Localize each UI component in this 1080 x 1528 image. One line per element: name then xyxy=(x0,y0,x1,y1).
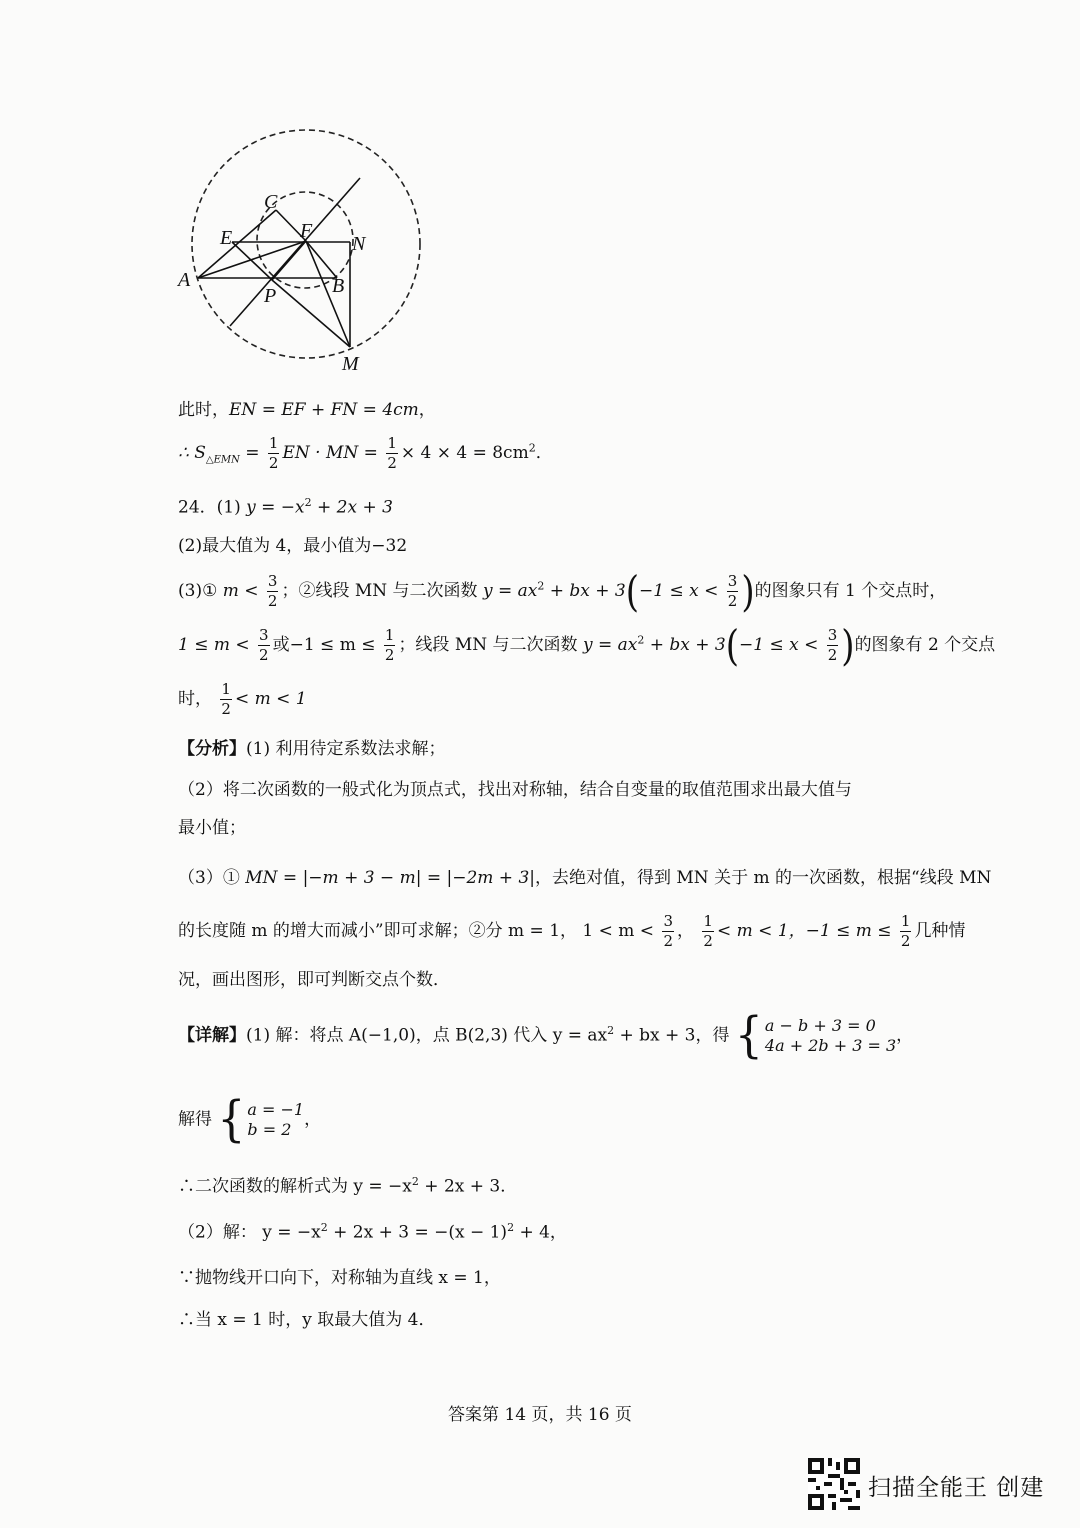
numerator: 3 xyxy=(259,626,269,644)
label-M: M xyxy=(342,353,359,375)
math-span: m < xyxy=(222,581,259,601)
equation-row: a = −1 xyxy=(247,1100,305,1119)
equation-row: b = 2 xyxy=(247,1120,292,1139)
text-span: = xyxy=(239,443,265,463)
denominator: 2 xyxy=(259,646,269,664)
math-sup: 2 xyxy=(528,441,536,455)
fraction xyxy=(384,628,396,663)
math-sup: 2 xyxy=(607,1023,615,1037)
math-span: + 2x + 3 xyxy=(311,497,393,518)
text-span: + bx + 3，得 xyxy=(614,1025,730,1046)
text-line-2 xyxy=(178,436,553,471)
fraction xyxy=(258,628,270,663)
denominator: 2 xyxy=(900,932,911,950)
numerator: 3 xyxy=(267,572,278,590)
detail-line-1 xyxy=(178,1007,914,1064)
left-brace: { xyxy=(217,1091,246,1148)
text-span: ，去绝对值，得到 MN 关于 m 的一次函数，根据“线段 MN xyxy=(534,868,992,888)
equation-system xyxy=(217,1091,305,1148)
fraction xyxy=(267,574,279,609)
denominator: 2 xyxy=(387,454,397,472)
left-paren: ( xyxy=(725,620,739,671)
math-span: y = −x xyxy=(246,497,305,518)
analysis-line-1 xyxy=(178,741,445,758)
text-span: （2）将二次函数的一般式化为顶点式，找出对称轴，结合自变量的取值范围求出最大值与 xyxy=(178,780,852,800)
math-sup: 2 xyxy=(320,1221,328,1234)
scanner-brand: 扫描全能王 创建 xyxy=(868,1475,1045,1501)
analysis-tag: 【分析】 xyxy=(178,739,246,759)
text-span: 解得 xyxy=(178,1109,212,1130)
q24-part2 xyxy=(178,538,407,555)
line-through-F xyxy=(230,178,360,326)
numerator: 1 xyxy=(387,434,397,452)
math-span: 1 ≤ m < xyxy=(178,635,250,655)
text-span: （2）解： y = −x xyxy=(178,1222,321,1243)
math-span: −1 ≤ x < xyxy=(738,635,819,655)
text-span: ， xyxy=(304,1109,322,1130)
label-C: C xyxy=(264,191,278,213)
denominator: 2 xyxy=(267,592,278,610)
math-span: MN = |−m + 3 − m| = |−2m + 3| xyxy=(245,868,535,888)
geometry-figure-svg xyxy=(172,122,434,380)
label-N: N xyxy=(352,233,366,255)
q24-part3-line1 xyxy=(178,566,947,617)
fraction xyxy=(386,436,398,471)
numerator: 1 xyxy=(900,912,911,930)
denominator: 2 xyxy=(727,592,738,610)
analysis-line-2 xyxy=(178,782,852,799)
numerator: 3 xyxy=(827,626,838,644)
math-span: 或−1 ≤ m ≤ xyxy=(272,635,376,655)
text-span: 最小值； xyxy=(178,818,246,838)
fraction xyxy=(220,682,232,717)
text-span: + 2x + 3． xyxy=(418,1176,518,1197)
math-sup: 2 xyxy=(507,1221,515,1234)
text-span: (2)最大值为 4，最小值为−32 xyxy=(178,536,408,556)
math-span: EN · MN = xyxy=(282,443,384,463)
math-span: y = ax xyxy=(482,581,538,601)
text-span: ；②线段 MN 与二次函数 xyxy=(281,581,483,601)
geometry-figure xyxy=(172,122,434,380)
q24-part3-line2 xyxy=(178,620,996,671)
text-span: ， xyxy=(896,1025,914,1046)
label-A: A xyxy=(178,269,191,291)
math-span: < m < 1 xyxy=(234,689,307,709)
text-span: (1) 利用待定系数法求解； xyxy=(246,739,446,759)
label-B: B xyxy=(332,275,345,297)
right-paren: ) xyxy=(741,566,755,617)
detail-line-3 xyxy=(178,1176,517,1196)
text-span: 的图象有 2 个交点 xyxy=(854,635,996,655)
q24-part3-line3 xyxy=(178,682,307,717)
left-paren: ( xyxy=(625,566,640,617)
analysis-line-5 xyxy=(178,914,965,949)
text-line-1 xyxy=(178,402,436,419)
qr-code-svg xyxy=(808,1458,860,1510)
question-number: 24． xyxy=(178,497,217,518)
fraction xyxy=(727,574,739,609)
label-E: E xyxy=(220,227,233,249)
analysis-line-6 xyxy=(178,972,450,989)
numerator: 1 xyxy=(384,626,395,644)
equation-rows xyxy=(247,1102,304,1138)
equation-rows xyxy=(765,1018,896,1054)
text-span: (1) 解：将点 A(−1,0)，点 B(2,3) 代入 y = ax xyxy=(246,1025,608,1046)
denominator: 2 xyxy=(268,454,279,472)
label-F: F xyxy=(300,220,313,242)
detail-tag: 【详解】 xyxy=(178,1025,246,1046)
text-span: + 4， xyxy=(514,1222,567,1243)
analysis-line-4 xyxy=(178,870,991,887)
numerator: 1 xyxy=(221,680,231,698)
text-span: ∵抛物线开口向下，对称轴为直线 x = 1， xyxy=(178,1268,501,1288)
detail-line-4 xyxy=(178,1222,567,1242)
text-span: ；线段 MN 与二次函数 xyxy=(398,635,583,655)
qr-code-icon xyxy=(808,1458,860,1510)
right-paren: ) xyxy=(841,620,855,671)
text-span: ． xyxy=(535,443,553,463)
label-P: P xyxy=(264,285,277,307)
detail-line-6 xyxy=(178,1312,436,1329)
left-brace: { xyxy=(734,1007,763,1064)
numerator: 3 xyxy=(663,912,674,930)
math-sub: △EMN xyxy=(205,454,240,466)
q24-part1 xyxy=(178,497,393,517)
math-sup: 2 xyxy=(637,633,645,647)
numerator: 1 xyxy=(703,912,713,930)
fraction xyxy=(268,436,280,471)
math-span: < m < 1，−1 ≤ m ≤ xyxy=(716,921,892,941)
denominator: 2 xyxy=(384,646,395,664)
equation-row: 4a + 2b + 3 = 3 xyxy=(764,1036,897,1055)
text-span: + 2x + 3 = −(x − 1) xyxy=(327,1222,508,1243)
segment-FB xyxy=(306,241,337,278)
numerator: 3 xyxy=(727,572,738,590)
math-span: y = ax xyxy=(582,635,638,655)
math-sup: 2 xyxy=(304,496,312,509)
denominator: 2 xyxy=(703,932,713,950)
detail-line-2 xyxy=(178,1091,322,1148)
text-span: 此时， xyxy=(178,400,229,420)
detail-line-5 xyxy=(178,1270,501,1287)
text-span: ， xyxy=(677,921,695,941)
math-span: ∴ S xyxy=(178,443,206,463)
denominator: 2 xyxy=(827,646,838,664)
text-span: 况，画出图形，即可判断交点个数． xyxy=(178,970,450,990)
denominator: 2 xyxy=(663,932,674,950)
segment-EP xyxy=(232,242,272,280)
math-span: + bx + 3 xyxy=(544,581,626,601)
numerator: 1 xyxy=(268,434,279,452)
text-span: 的图象只有 1 个交点时， xyxy=(754,581,947,601)
math-span: + bx + 3 xyxy=(644,635,726,655)
text-span: (3)① xyxy=(178,581,223,601)
analysis-line-3 xyxy=(178,820,246,837)
page-footer: 答案第 14 页，共 16 页 xyxy=(448,1405,632,1425)
fraction xyxy=(900,914,912,949)
fraction xyxy=(702,914,714,949)
fraction xyxy=(827,628,839,663)
text-span: 的长度随 m 的增大而减小”即可求解；②分 m = 1， 1 < m < xyxy=(178,921,655,941)
denominator: 2 xyxy=(221,700,231,718)
equation-row: a − b + 3 = 0 xyxy=(764,1016,876,1035)
math-sup: 2 xyxy=(537,579,545,593)
math-span: −1 ≤ x < xyxy=(639,581,719,601)
text-span: 几种情 xyxy=(914,921,966,941)
math-sup: 2 xyxy=(411,1175,419,1188)
fraction xyxy=(662,914,674,949)
text-span: (1) xyxy=(216,497,247,518)
text-span: 时， xyxy=(178,689,212,709)
text-span: （3）① xyxy=(178,868,246,888)
text-span: ∴二次函数的解析式为 y = −x xyxy=(178,1176,412,1197)
text-span: ∴当 x = 1 时，y 取最大值为 4． xyxy=(178,1310,436,1330)
math-span: EN = EF + FN = 4cm xyxy=(229,400,419,420)
text-span: ， xyxy=(418,400,436,420)
equation-system xyxy=(734,1007,897,1064)
segment-AC xyxy=(198,210,276,278)
math-span: × 4 × 4 = 8cm xyxy=(400,443,529,463)
